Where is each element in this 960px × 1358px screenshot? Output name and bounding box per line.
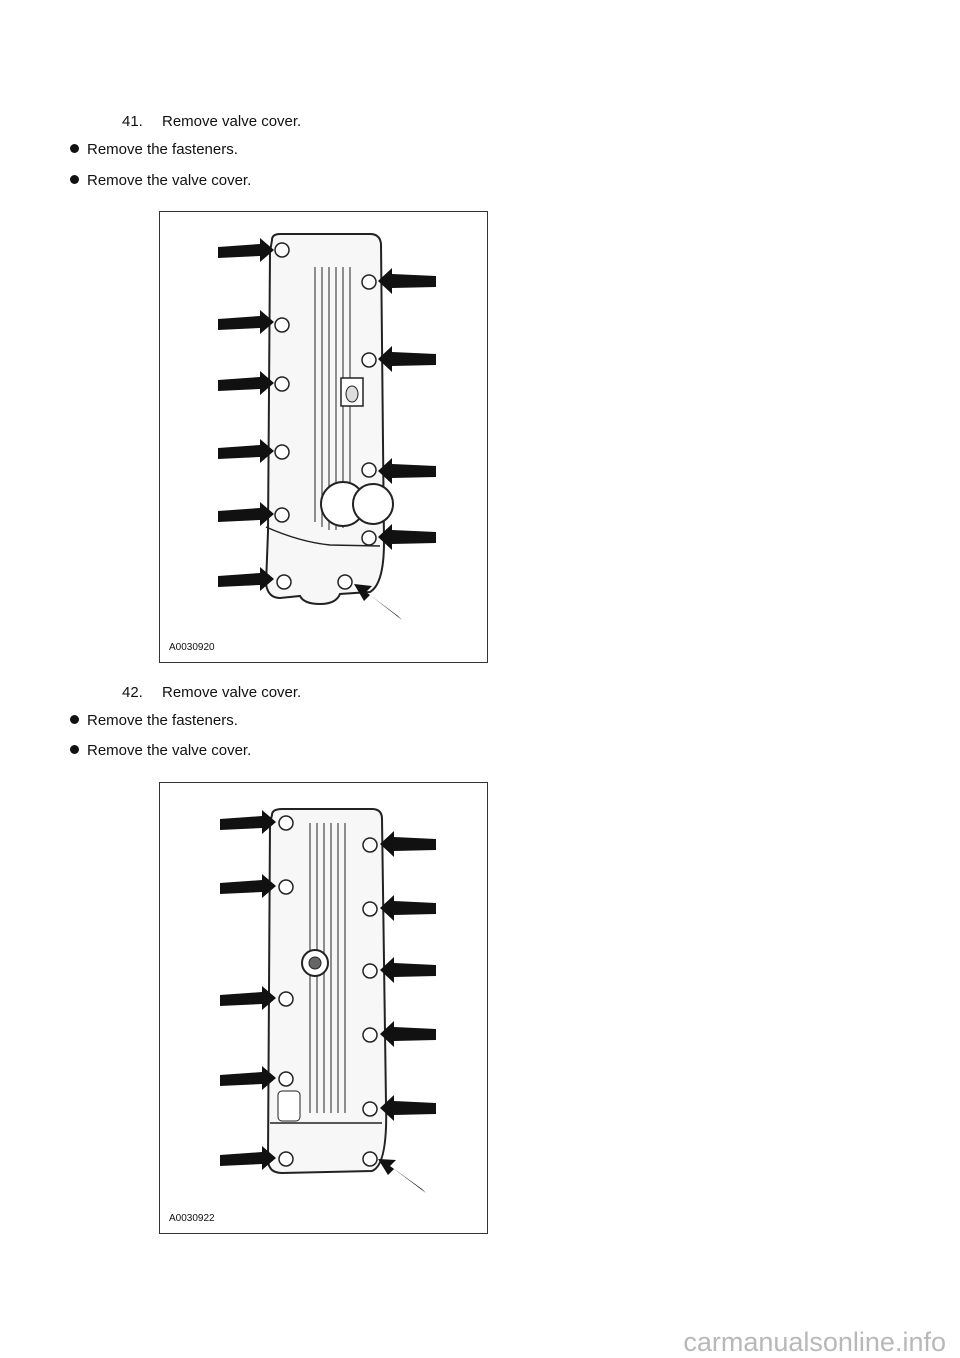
bullet-item bbox=[70, 712, 238, 729]
step-title: Remove valve cover. bbox=[162, 113, 302, 130]
bullet-icon bbox=[70, 175, 79, 184]
bullet-item bbox=[70, 172, 251, 189]
bullet-text: Remove the fasteners. bbox=[87, 712, 238, 729]
bullet-item bbox=[70, 141, 238, 158]
valve-cover-illustration bbox=[160, 212, 487, 662]
watermark: carmanualsonline.info bbox=[683, 1327, 946, 1357]
step-number: 41. bbox=[122, 113, 143, 130]
bullet-text: Remove the valve cover. bbox=[87, 172, 252, 189]
bullet-icon bbox=[70, 745, 79, 754]
step-title: Remove valve cover. bbox=[162, 684, 302, 701]
valve-cover-figure bbox=[159, 782, 488, 1234]
bullet-icon bbox=[70, 144, 79, 153]
valve-cover-illustration bbox=[160, 783, 487, 1233]
step-number: 42. bbox=[122, 684, 143, 701]
bullet-text: Remove the valve cover. bbox=[87, 742, 252, 759]
figure-id: A0030922 bbox=[169, 1213, 215, 1224]
valve-cover-figure bbox=[159, 211, 488, 663]
figure-id: A0030920 bbox=[169, 642, 215, 653]
bullet-text: Remove the fasteners. bbox=[87, 141, 238, 158]
bullet-icon bbox=[70, 715, 79, 724]
bullet-item bbox=[70, 742, 251, 759]
